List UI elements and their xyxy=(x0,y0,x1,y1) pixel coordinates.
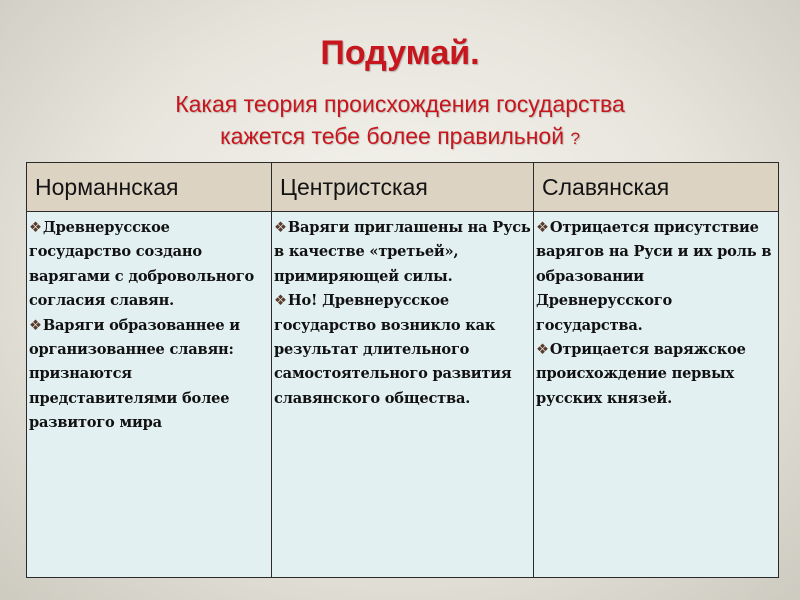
ornamental-diamond-icon: ❖ xyxy=(274,219,287,236)
ornamental-diamond-icon: ❖ xyxy=(536,341,549,359)
item-text: Отрицается варяжское происхождение первых русских князей. xyxy=(536,341,746,407)
ornamental-diamond-icon: ❖ xyxy=(274,292,287,310)
ornamental-diamond-icon: ❖ xyxy=(29,219,42,236)
header-centrist: Центристская xyxy=(272,163,534,212)
question-mark: ? xyxy=(570,129,580,148)
header-slavic: Славянская xyxy=(534,163,779,212)
item-text: Древнерусское государство создано варягами с добровольного согласия славян. xyxy=(29,219,255,310)
slide-question xyxy=(0,88,800,155)
ornamental-diamond-icon: ❖ xyxy=(29,316,42,334)
item-text: Варяги образованнее и организованнее славян: признаются представителями более развитого мира xyxy=(29,316,240,432)
list-item xyxy=(274,289,531,411)
list-item xyxy=(29,216,269,314)
header-normanist: Норманнская xyxy=(27,163,272,212)
ornamental-diamond-icon: ❖ xyxy=(536,219,549,236)
theories-table xyxy=(26,162,779,578)
cell-normanist xyxy=(27,212,272,578)
list-item xyxy=(536,216,776,338)
cell-centrist xyxy=(272,212,534,578)
item-text: Отрицается присутствие варягов на Руси и их роль в образовании Древнерусского государства. xyxy=(536,219,772,334)
slide-title: Подумай. xyxy=(320,34,480,72)
question-line-1: Какая теория происхождения государства xyxy=(175,91,625,117)
item-text: Варяги приглашены на Русь в качестве «третьей», примиряющей силы. xyxy=(274,219,531,285)
list-item xyxy=(536,338,776,411)
cell-slavic xyxy=(534,212,779,578)
table-header-row xyxy=(27,163,779,212)
list-item xyxy=(29,314,269,436)
table-row xyxy=(27,212,779,578)
question-line-2: кажется тебе более правильной xyxy=(220,123,565,149)
list-item xyxy=(274,216,531,289)
item-text: Но! Древнерусское государство возникло как результат длительного самостоятельного развития славянского общества. xyxy=(274,292,512,407)
